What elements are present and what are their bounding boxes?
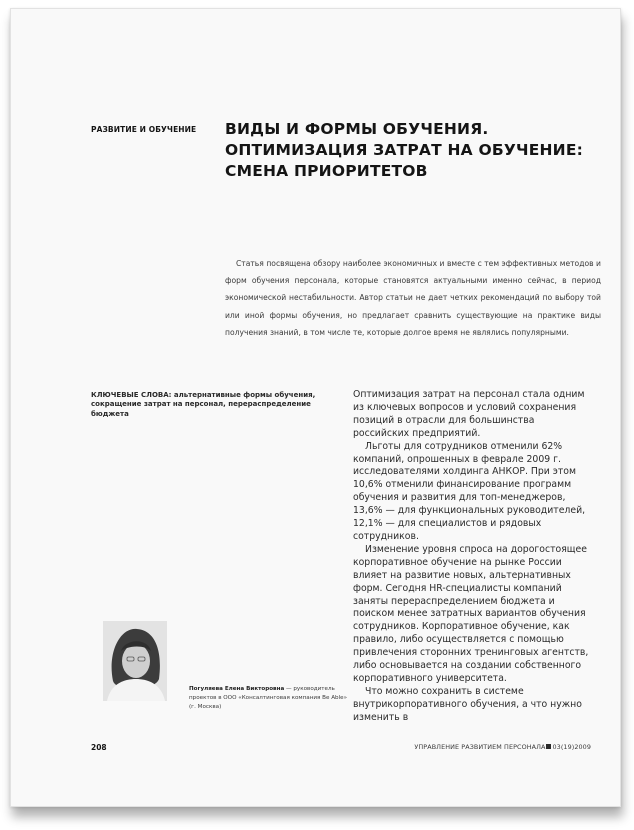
body-paragraph-2: Льготы для сотрудников отменили 62% компаний, опрошенных в феврале 2009 г. исследователями холдинга АНКОР. При этом 10,6% отменили финансирование программ обучения и развития для топ-менеджеров, 13,6% — для функциональных руководителей, 12,1% — для специалистов и рядовых сотрудников.: [353, 440, 586, 542]
author-photo: [103, 621, 167, 701]
article-body: [353, 389, 591, 725]
body-paragraph-3: Изменение уровня спроса на дорогостоящее корпоративное обучение на рынке России влияет на развитие новых, альтернативных форм. Сегодня HR-специалисты компаний заняты перераспределением бюджета и поиском менее затратных вариантов обучения сотрудников. Корпоративное обучение, как правило, либо осуществляется с помощью привлечения сторонних тренинговых агентств, либо основывается на создании собственного корпоративного университета.: [353, 543, 589, 684]
keywords: КЛЮЧЕВЫЕ СЛОВА: альтернативные формы обучения, сокращение затрат на персонал, перераспределение бюджета: [91, 391, 316, 418]
author-caption: [189, 685, 349, 713]
author-description: — руководитель проектов в ООО «Консалтинговая компания Be Able» (г. Москва): [189, 686, 347, 711]
page-number: 208: [91, 743, 107, 752]
journal-issue: 03(19)2009: [552, 743, 591, 751]
body-paragraph-4: Что можно сохранить в системе внутрикорпоративного обучения, а что нужно изменить в: [353, 685, 582, 723]
journal-name: УПРАВЛЕНИЕ РАЗВИТИЕМ ПЕРСОНАЛА: [414, 743, 546, 751]
article-title: ВИДЫ И ФОРМЫ ОБУЧЕНИЯ. ОПТИМИЗАЦИЯ ЗАТРАТ НА ОБУЧЕНИЕ: СМЕНА ПРИОРИТЕТОВ: [225, 120, 584, 180]
section-label: РАЗВИТИЕ И ОБУЧЕНИЕ: [91, 125, 197, 134]
body-paragraph-1: Оптимизация затрат на персонал стала одним из ключевых вопросов и условий сохранения позиций в отрасли для большинства российских предприятий.: [353, 389, 585, 439]
journal-footer: [411, 743, 591, 751]
square-bullet-icon: [546, 744, 551, 749]
article-abstract: [225, 255, 601, 341]
magazine-page: [10, 8, 621, 807]
abstract-text: Статья посвящена обзору наиболее экономичных и вместе с тем эффективных методов и форм обучения персонала, которые становятся актуальными именно сейчас, в период экономической нестабильности. Автор статьи не дает четких рекомендаций по выбору той или иной формы обучения, но предлагает сравнить существующие на практике виды получения знаний, в том числе те, которые долгое время не являлись популярными.: [225, 259, 601, 337]
author-name: Погуляева Елена Викторовна: [189, 686, 285, 692]
